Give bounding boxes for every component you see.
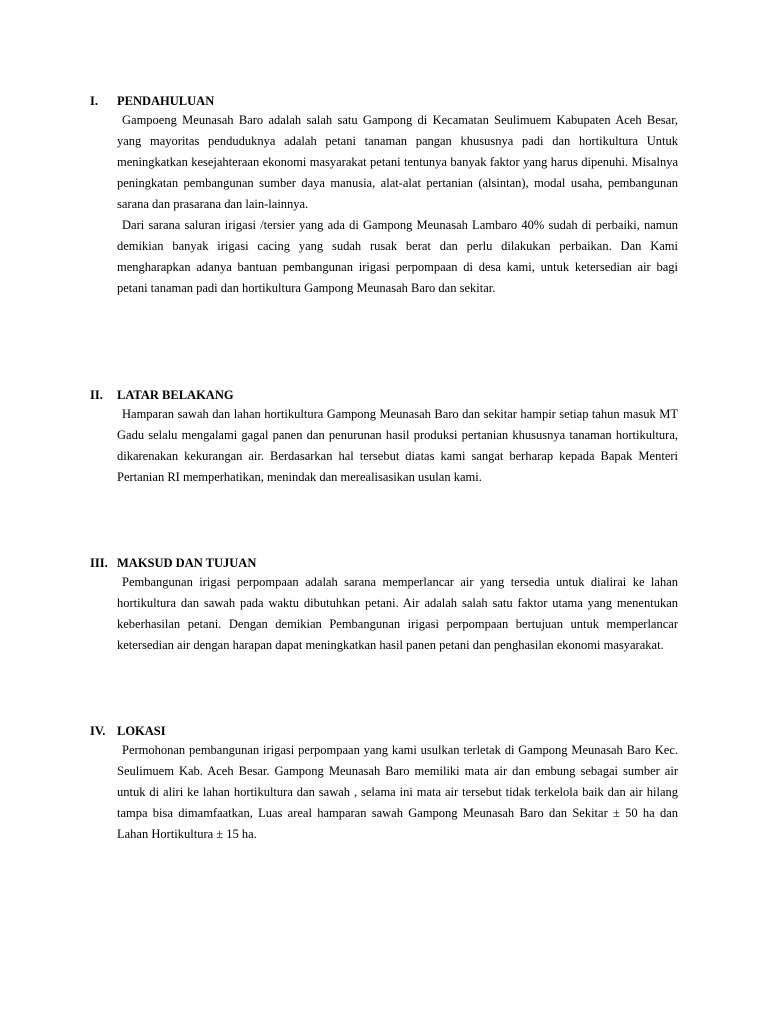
- section-title: PENDAHULUAN: [117, 94, 215, 108]
- paragraph: Permohonan pembangunan irigasi perpompaan yang kami usulkan terletak di Gampong Meunasah Baro Kec. Seulimuem Kab. Aceh Besar. Gampong Meunasah Baro memiliki mata air dan embung sebagai sumber air untuk di aliri ke lahan hortikultura dan sawah , selama ini mata air tersebut tidak terkelola baik dan air hilang tampa bisa dimamfaatkan, Luas areal hamparan sawah Gampong Meunasah Baro dan Sekitar ± 50 ha dan Lahan Hortikultura ± 15 ha.: [117, 743, 678, 841]
- section-pendahuluan: [90, 92, 678, 299]
- paragraph: Gampoeng Meunasah Baro adalah salah satu Gampong di Kecamatan Seulimuem Kabupaten Aceh Besar, yang mayoritas penduduknya adalah petani tanaman pangan khususnya padi dan hortikultura Untuk meningkatkan kesejahteraan ekonomi masyarakat petani tentunya banyak faktor yang harus dipenuhi. Misalnya peningkatan pembangunan sumber daya manusia, alat-alat pertanian (alsintan), modal usaha, pembangunan sarana dan prasarana dan lain-lainnya.: [117, 113, 678, 211]
- section-maksud-dan-tujuan: [90, 554, 678, 656]
- paragraph: Dari sarana saluran irigasi /tersier yang ada di Gampong Meunasah Lambaro 40% sudah di perbaiki, namun demikian banyak irigasi cacing yang sudah rusak berat dan perlu dilakukan perbaikan. Dan Kami mengharapkan adanya bantuan pembangunan irigasi perpompaan di desa kami, untuk ketersedian air bagi petani tanaman padi dan hortikultura Gampong Meunasah Baro dan sekitar.: [117, 218, 678, 295]
- section-title: LATAR BELAKANG: [117, 388, 234, 402]
- section-number: III.: [90, 556, 108, 570]
- section-heading: [90, 722, 678, 740]
- section-number: II.: [90, 388, 103, 402]
- section-lokasi: [90, 722, 678, 845]
- section-title: MAKSUD DAN TUJUAN: [117, 556, 257, 570]
- section-heading: [90, 386, 678, 404]
- paragraph: Pembangunan irigasi perpompaan adalah sarana memperlancar air yang tersedia untuk dialirai ke lahan hortikultura dan sawah pada waktu dibutuhkan petani. Air adalah salah satu faktor utama yang menentukan keberhasilan petani. Dengan demikian Pembangunan irigasi perpompaan bertujuan untuk memperlancar ketersedian air dengan harapan dapat meningkatkan hasil panen petani dan penghasilan ekonomi masyarakat.: [117, 575, 678, 652]
- paragraph: Hamparan sawah dan lahan hortikultura Gampong Meunasah Baro dan sekitar hampir setiap tahun masuk MT Gadu selalu mengalami gagal panen dan penurunan hasil produksi pertanian khususnya tanaman hortikultura, dikarenakan kekurangan air. Berdasarkan hal tersebut diatas kami sangat berharap kepada Bapak Menteri Pertanian RI memperhatikan, menindak dan merealisasikan usulan kami.: [117, 407, 678, 484]
- section-latar-belakang: [90, 386, 678, 488]
- section-heading: [90, 92, 678, 110]
- section-number: I.: [90, 94, 98, 108]
- section-title: LOKASI: [117, 724, 166, 738]
- section-number: IV.: [90, 724, 106, 738]
- section-heading: [90, 554, 678, 572]
